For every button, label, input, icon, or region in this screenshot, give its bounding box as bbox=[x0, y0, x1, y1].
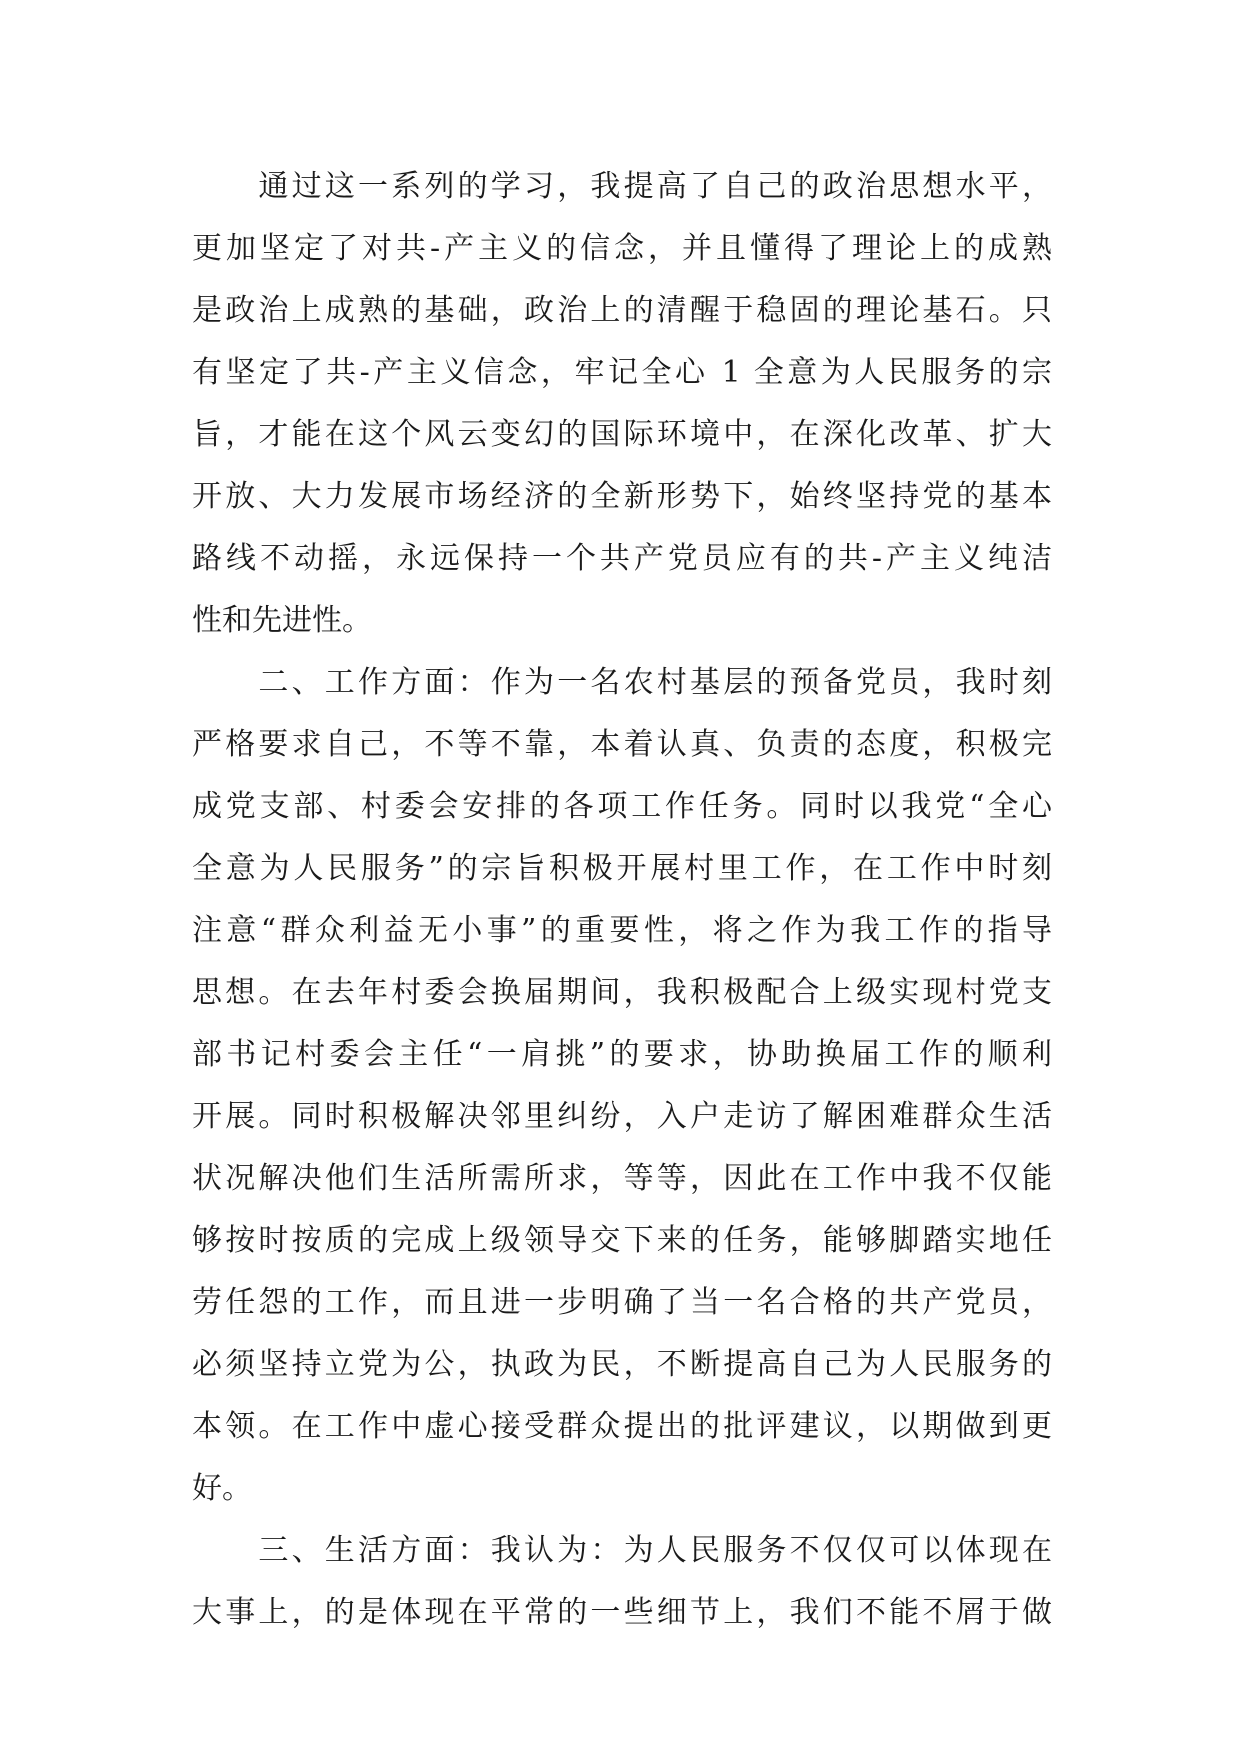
text-line: 三、生活方面：我认为：为人民服务不仅仅可以体现在 bbox=[192, 1533, 1052, 1568]
text-line: 开展。同时积极解决邻里纠纷，入户走访了解困难群众生活 bbox=[192, 1099, 1052, 1134]
text-line: 状况解决他们生活所需所求，等等，因此在工作中我不仅能 bbox=[192, 1161, 1052, 1196]
text-line: 旨，才能在这个风云变幻的国际环境中，在深化改革、扩大 bbox=[192, 417, 1052, 452]
text-line: 路线不动摇，永远保持一个共产党员应有的共-产主义纯洁 bbox=[192, 541, 1052, 576]
text-line: 严格要求自己，不等不靠，本着认真、负责的态度，积极完 bbox=[192, 727, 1052, 762]
text-line: 必须坚持立党为公，执政为民，不断提高自己为人民服务的 bbox=[192, 1347, 1052, 1382]
text-line: 本领。在工作中虚心接受群众提出的批评建议，以期做到更 bbox=[192, 1409, 1052, 1444]
text-line: 大事上，的是体现在平常的一些细节上，我们不能不屑于做 bbox=[192, 1595, 1052, 1630]
text-line: 性和先进性。 bbox=[192, 603, 372, 638]
text-line: 通过这一系列的学习，我提高了自己的政治思想水平， bbox=[192, 169, 1052, 204]
text-line: 有坚定了共-产主义信念，牢记全心 1 全意为人民服务的宗 bbox=[192, 355, 1052, 390]
document-body bbox=[192, 156, 1052, 1644]
text-line: 够按时按质的完成上级领导交下来的任务，能够脚踏实地任 bbox=[192, 1223, 1052, 1258]
text-line: 思想。在去年村委会换届期间，我积极配合上级实现村党支 bbox=[192, 975, 1052, 1010]
text-line: 注意“群众利益无小事”的重要性，将之作为我工作的指导 bbox=[192, 913, 1052, 948]
text-line: 二、工作方面：作为一名农村基层的预备党员，我时刻 bbox=[192, 665, 1052, 700]
text-line: 部书记村委会主任“一肩挑”的要求，协助换届工作的顺利 bbox=[192, 1037, 1052, 1072]
text-line: 劳任怨的工作，而且进一步明确了当一名合格的共产党员， bbox=[192, 1285, 1052, 1320]
text-line: 成党支部、村委会安排的各项工作任务。同时以我党“全心 bbox=[192, 789, 1052, 824]
text-line: 更加坚定了对共-产主义的信念，并且懂得了理论上的成熟 bbox=[192, 231, 1052, 266]
text-line: 是政治上成熟的基础，政治上的清醒于稳固的理论基石。只 bbox=[192, 293, 1052, 328]
text-line: 好。 bbox=[192, 1471, 252, 1506]
text-line: 全意为人民服务”的宗旨积极开展村里工作，在工作中时刻 bbox=[192, 851, 1052, 886]
text-line: 开放、大力发展市场经济的全新形势下，始终坚持党的基本 bbox=[192, 479, 1052, 514]
